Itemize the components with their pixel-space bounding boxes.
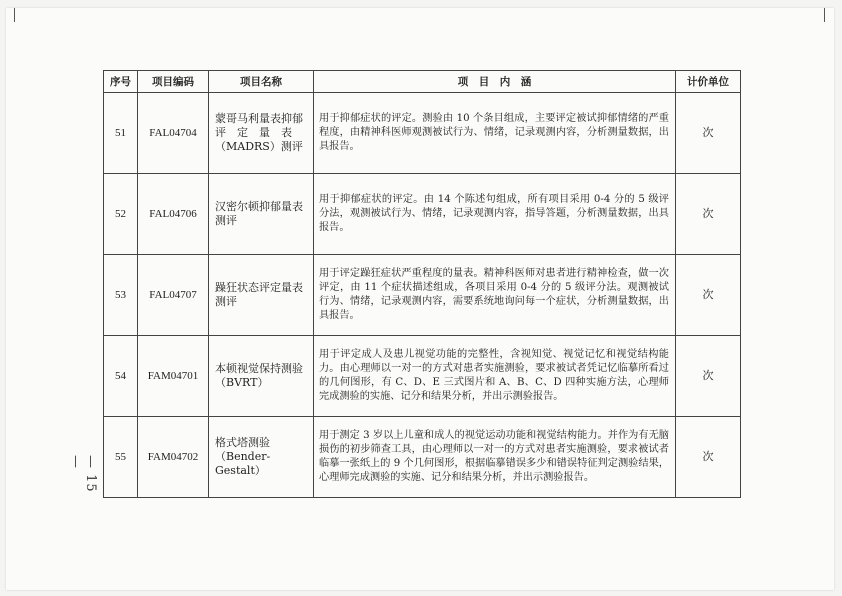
- cell-content: 用于评定成人及患儿视觉功能的完整性，含视知觉、视觉记忆和视觉结构能力。由心理师以一对一的方式对患者实施测验，要求被试者凭记忆临摹所看过的几何图形，有 C、D、E 三式图片和 A、B、C、D 四种实施方法，心理师完成测验的实施、记分和结果分析，并出示测验报告。: [314, 336, 676, 417]
- table-row: [104, 174, 741, 255]
- header-unit: 计价单位: [676, 71, 741, 93]
- cell-no: 54: [104, 336, 138, 417]
- cell-code: FAM04701: [138, 336, 209, 417]
- crop-mark-right: [824, 8, 825, 22]
- header-no: 序号: [104, 71, 138, 93]
- table-row: [104, 417, 741, 498]
- header-content: 项 目 内 涵: [314, 71, 676, 93]
- header-name: 项目名称: [209, 71, 314, 93]
- cell-name: 躁狂状态评定量表测评: [209, 255, 314, 336]
- table-row: [104, 255, 741, 336]
- pricing-table: [103, 70, 741, 498]
- cell-unit: 次: [676, 93, 741, 174]
- cell-unit: 次: [676, 417, 741, 498]
- table-row: [104, 93, 741, 174]
- cell-name: 本顿视觉保持测验（BVRT）: [209, 336, 314, 417]
- cell-name: 格式塔测验（Bender-Gestalt）: [209, 417, 314, 498]
- cell-no: 51: [104, 93, 138, 174]
- cell-no: 55: [104, 417, 138, 498]
- table-header-row: [104, 71, 741, 93]
- cell-unit: 次: [676, 174, 741, 255]
- cell-no: 52: [104, 174, 138, 255]
- cell-no: 53: [104, 255, 138, 336]
- cell-code: FAL04704: [138, 93, 209, 174]
- cell-code: FAL04707: [138, 255, 209, 336]
- cell-content: 用于评定躁狂症状严重程度的量表。精神科医师对患者进行精神检查，做一次评定，由 11 个症状描述组成，各项目采用 0-4 分的 5 级评分法。观测被试行为、情绪，记录观测内容，需要系统地询问每一个症状，分析测量数据，出具报告。: [314, 255, 676, 336]
- table-row: [104, 336, 741, 417]
- cell-name: 蒙哥马利量表抑郁评 定 量 表（MADRS）测评: [209, 93, 314, 174]
- cell-unit: 次: [676, 255, 741, 336]
- cell-content: 用于测定 3 岁以上儿童和成人的视觉运动功能和视觉结构能力。并作为有无脑损伤的初步筛查工具，由心理师以一对一的方式对患者实施测验，要求被试者临摹一张纸上的 9 个几何图形，根据临摹错误多少和错误特征判定测验结果，心理师完成测验的实施、记分和结果分析，并出示测验报告。: [314, 417, 676, 498]
- cell-content: 用于抑郁症状的评定。测验由 10 个条目组成，主要评定被试抑郁情绪的严重程度，由精神科医师观测被试行为、情绪，记录观测内容，分析测量数据，出具报告。: [314, 93, 676, 174]
- page-number: — 15 —: [68, 455, 98, 493]
- cell-content: 用于抑郁症状的评定。由 14 个陈述句组成，所有项目采用 0-4 分的 5 级评分法，观测被试行为、情绪，记录观测内容，指导答题，分析测量数据，出具报告。: [314, 174, 676, 255]
- crop-mark-left: [14, 8, 15, 22]
- cell-name: 汉密尔顿抑郁量表测评: [209, 174, 314, 255]
- header-code: 项目编码: [138, 71, 209, 93]
- cell-code: FAL04706: [138, 174, 209, 255]
- cell-unit: 次: [676, 336, 741, 417]
- cell-code: FAM04702: [138, 417, 209, 498]
